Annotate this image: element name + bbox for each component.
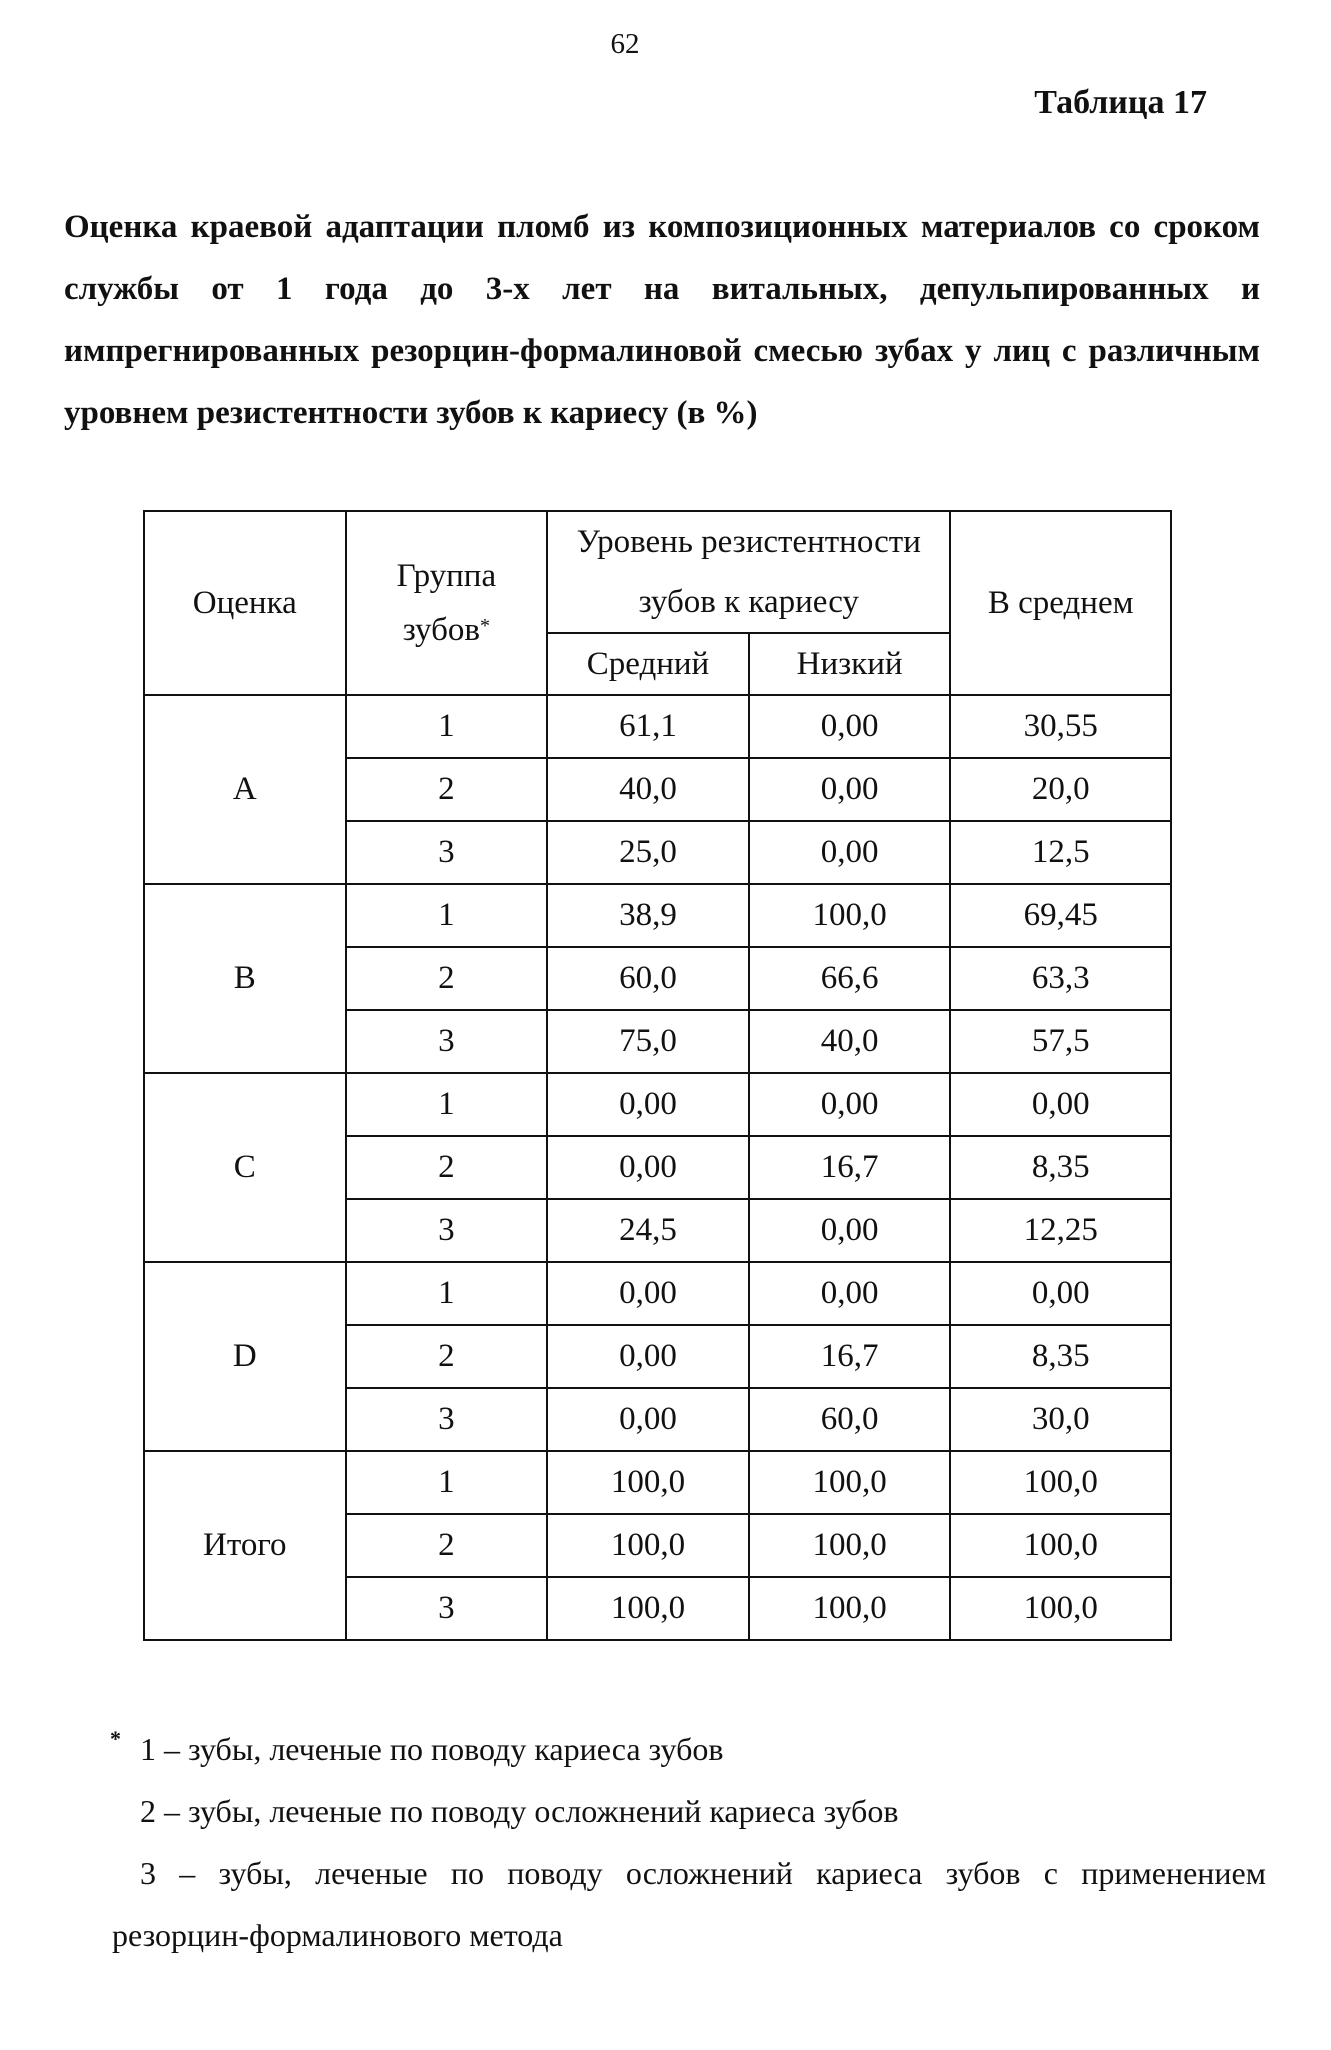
group-cell: 3 [346, 1010, 548, 1073]
header-tooth-group: Группа зубов* [346, 511, 548, 695]
low-cell: 0,00 [749, 1199, 951, 1262]
average-cell: 12,5 [950, 821, 1171, 884]
table-row [144, 695, 1171, 758]
medium-cell: 60,0 [547, 947, 749, 1010]
group-cell: 2 [346, 1514, 548, 1577]
grade-cell: D [144, 1262, 346, 1451]
medium-cell: 25,0 [547, 821, 749, 884]
medium-cell: 100,0 [547, 1577, 749, 1640]
table-row [144, 884, 1171, 947]
low-cell: 100,0 [749, 1514, 951, 1577]
low-cell: 66,6 [749, 947, 951, 1010]
low-cell: 100,0 [749, 884, 951, 947]
average-cell: 8,35 [950, 1136, 1171, 1199]
average-cell: 8,35 [950, 1325, 1171, 1388]
low-cell: 0,00 [749, 821, 951, 884]
group-cell: 1 [346, 695, 548, 758]
grade-cell: В [144, 884, 346, 1073]
group-cell: 2 [346, 947, 548, 1010]
group-cell: 2 [346, 1136, 548, 1199]
average-cell: 57,5 [950, 1010, 1171, 1073]
average-cell: 12,25 [950, 1199, 1171, 1262]
footnote-line-3-continued: резорцин-формалинового метода [112, 1917, 563, 1953]
footnote-line-3: 3 – зубы, леченые по поводу осложнений кариеса зубов с применением [140, 1855, 1266, 1891]
group-cell: 3 [346, 1577, 548, 1640]
low-cell: 16,7 [749, 1136, 951, 1199]
footnote-line-1: 1 – зубы, леченые по поводу кариеса зубов [140, 1731, 724, 1767]
average-cell: 30,55 [950, 695, 1171, 758]
medium-cell: 0,00 [547, 1325, 749, 1388]
group-cell: 2 [346, 758, 548, 821]
average-cell: 100,0 [950, 1514, 1171, 1577]
table-label: Таблица 17 [1034, 84, 1207, 121]
group-cell: 1 [346, 884, 548, 947]
medium-cell: 0,00 [547, 1388, 749, 1451]
group-cell: 1 [346, 1073, 548, 1136]
medium-cell: 40,0 [547, 758, 749, 821]
average-cell: 0,00 [950, 1073, 1171, 1136]
footnotes [110, 1718, 1266, 1966]
header-average: В среднем [950, 511, 1171, 695]
group-cell: 3 [346, 1388, 548, 1451]
footnote-line-2: 2 – зубы, леченые по поводу осложнений кариеса зубов [140, 1793, 899, 1829]
results-table [143, 510, 1172, 1641]
low-cell: 0,00 [749, 1262, 951, 1325]
footnote-mark: * [480, 615, 490, 637]
low-cell: 0,00 [749, 1073, 951, 1136]
medium-cell: 0,00 [547, 1262, 749, 1325]
low-cell: 40,0 [749, 1010, 951, 1073]
group-cell: 2 [346, 1325, 548, 1388]
header-medium: Средний [547, 633, 749, 695]
grade-cell: С [144, 1073, 346, 1262]
table-row [144, 1262, 1171, 1325]
low-cell: 100,0 [749, 1451, 951, 1514]
low-cell: 0,00 [749, 758, 951, 821]
medium-cell: 75,0 [547, 1010, 749, 1073]
average-cell: 30,0 [950, 1388, 1171, 1451]
average-cell: 100,0 [950, 1451, 1171, 1514]
grade-cell: Итого [144, 1451, 346, 1640]
medium-cell: 100,0 [547, 1514, 749, 1577]
medium-cell: 100,0 [547, 1451, 749, 1514]
low-cell: 16,7 [749, 1325, 951, 1388]
average-cell: 69,45 [950, 884, 1171, 947]
medium-cell: 0,00 [547, 1136, 749, 1199]
table-row [144, 1073, 1171, 1136]
header-grade: Оценка [144, 511, 346, 695]
low-cell: 100,0 [749, 1577, 951, 1640]
page-number: 62 [610, 28, 640, 60]
header-low: Низкий [749, 633, 951, 695]
header-resistance-level: Уровень резистентности зубов к кариесу [547, 511, 950, 633]
medium-cell: 24,5 [547, 1199, 749, 1262]
medium-cell: 61,1 [547, 695, 749, 758]
group-cell: 3 [346, 821, 548, 884]
average-cell: 20,0 [950, 758, 1171, 821]
grade-cell: А [144, 695, 346, 884]
average-cell: 0,00 [950, 1262, 1171, 1325]
group-cell: 1 [346, 1262, 548, 1325]
medium-cell: 38,9 [547, 884, 749, 947]
group-cell: 1 [346, 1451, 548, 1514]
group-cell: 3 [346, 1199, 548, 1262]
average-cell: 100,0 [950, 1577, 1171, 1640]
low-cell: 0,00 [749, 695, 951, 758]
footnote-star: * [110, 1726, 121, 1751]
low-cell: 60,0 [749, 1388, 951, 1451]
document-title: Оценка краевой адаптации пломб из композиционных материалов со сроком службы от 1 года до 3-х лет на витальных, депульпированных и импрегнированных резорцин-формалиновой смесью зубах у лиц с различным уровнем резистентности зубов к кариесу (в %) [64, 209, 1260, 431]
average-cell: 63,3 [950, 947, 1171, 1010]
medium-cell: 0,00 [547, 1073, 749, 1136]
table-row [144, 1451, 1171, 1514]
